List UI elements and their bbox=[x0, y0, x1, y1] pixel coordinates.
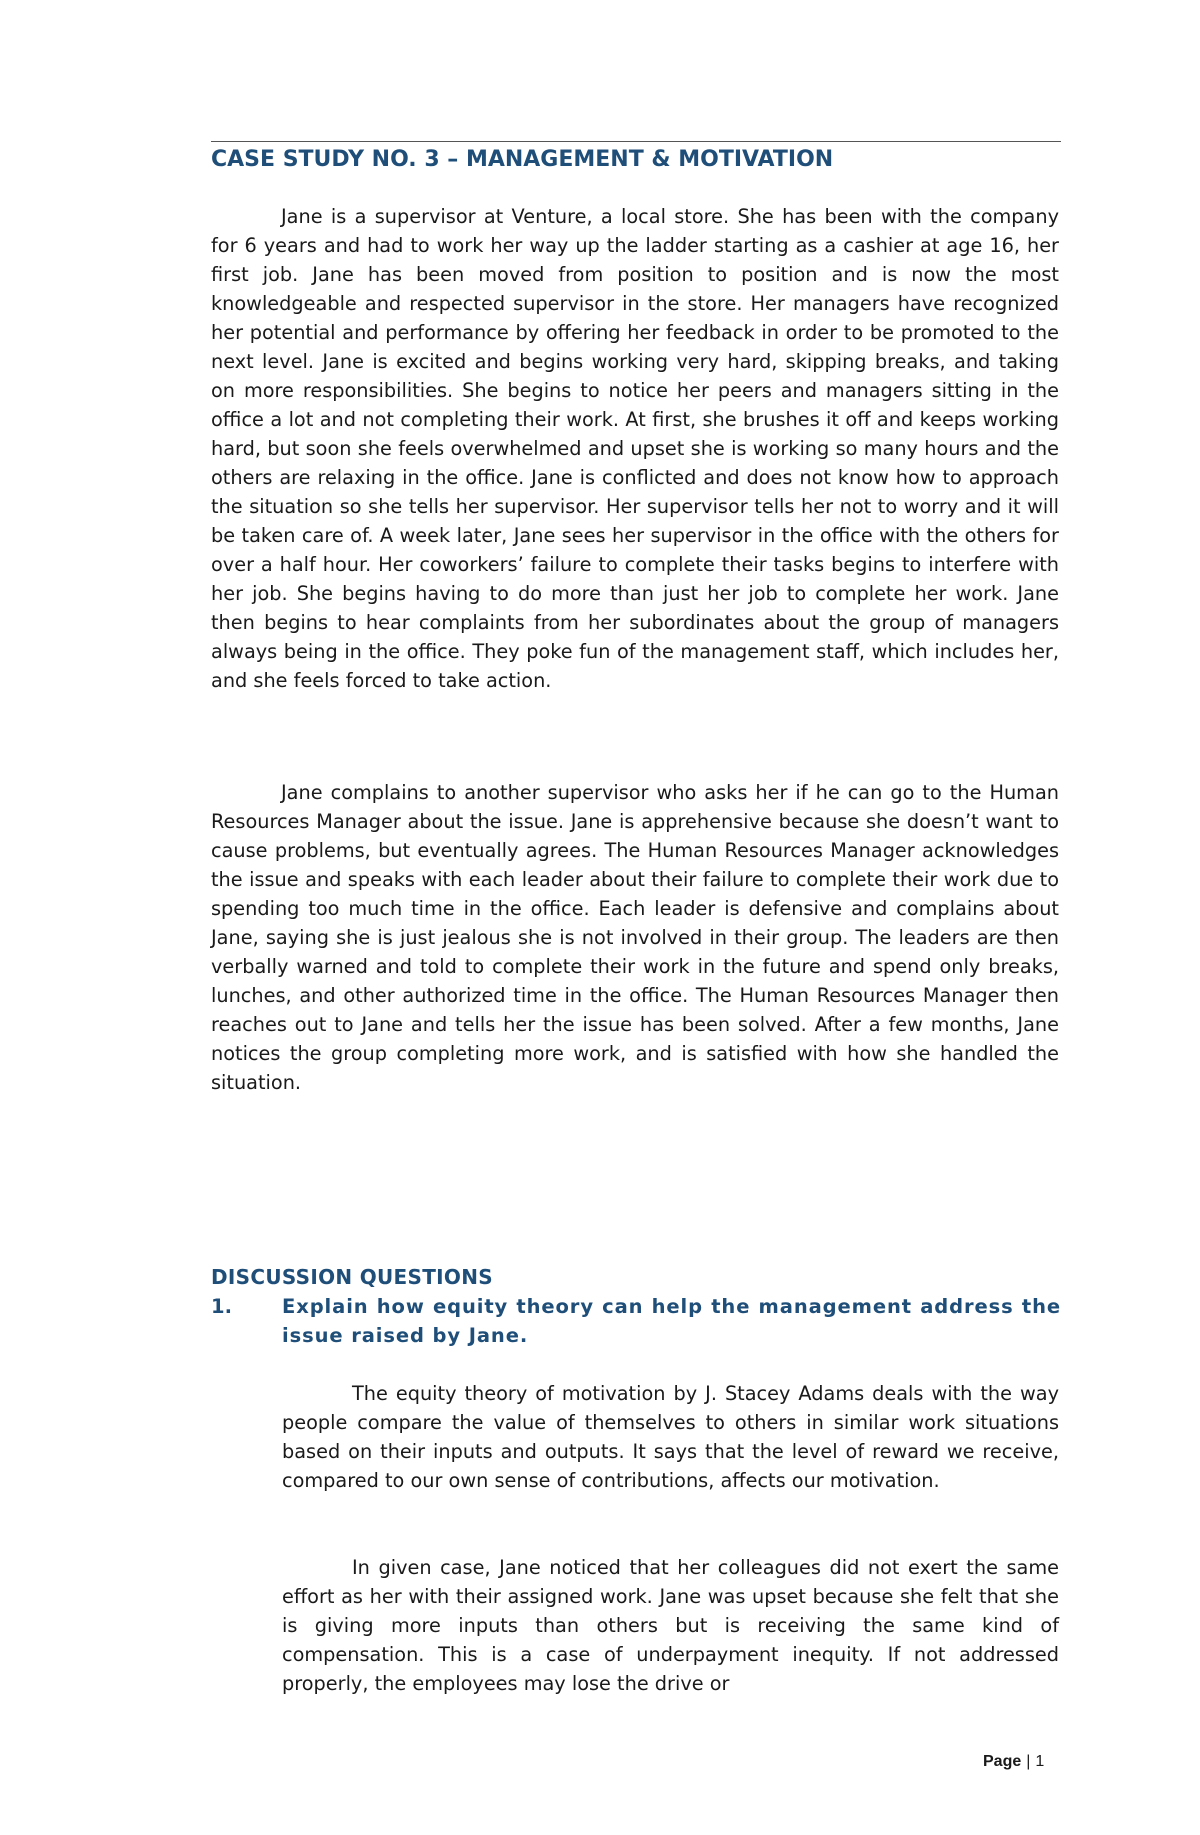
answer-paragraph-2: In given case, Jane noticed that her colleagues did not exert the same effort as her with their assigned work. Jane was upset because she felt that she is giving more inputs than others but is receiving the same kind of compensation. This is a case of underpayment inequity. If not addressed properly, the employees may lose the drive or bbox=[282, 1556, 1059, 1695]
question-number: 1. bbox=[211, 1295, 232, 1318]
answer-paragraph-1: The equity theory of motivation by J. Stacey Adams deals with the way people compare the value of themselves to others in similar work situations based on their inputs and outputs. It says that the level of reward we receive, compared to our own sense of contributions, affects our motivation. bbox=[282, 1382, 1059, 1492]
page-number: 1 bbox=[1035, 1753, 1045, 1770]
discussion-question-1 bbox=[211, 1292, 1061, 1350]
discussion-heading: DISCUSSION QUESTIONS bbox=[211, 1265, 493, 1289]
document-title: CASE STUDY NO. 3 – MANAGEMENT & MOTIVATION bbox=[211, 147, 834, 172]
case-paragraph-1: Jane is a supervisor at Venture, a local store. She has been with the company for 6 years and had to work her way up the ladder starting as a cashier at age 16, her first job. Jane has been moved from position to position and is now the most knowledgeable and respected supervisor in the store. Her managers have recognized her potential and performance by offering her feedback in order to be promoted to the next level. Jane is excited and begins working very hard, skipping breaks, and taking on more responsibilities. She begins to notice her peers and managers sitting in the office a lot and not completing their work. At first, she brushes it off and keeps working hard, but soon she feels overwhelmed and upset she is working so many hours and the others are relaxing in the office. Jane is conflicted and does not know how to approach the situation so she tells her supervisor. Her supervisor tells her not to worry and it will be taken care of. A week later, Jane sees her supervisor in the office with the others for over a half hour. Her coworkers’ failure to complete their tasks begins to interfere with her job. She begins having to do more than just her job to complete her work. Jane then begins to hear complaints from her subordinates about the group of managers always being in the office. They poke fun of the management staff, which includes her, and she feels forced to take action. bbox=[211, 205, 1059, 692]
case-paragraph-2: Jane complains to another supervisor who asks her if he can go to the Human Resources Manager about the issue. Jane is apprehensive because she doesn’t want to cause problems, but eventually agrees. The Human Resources Manager acknowledges the issue and speaks with each leader about their failure to complete their work due to spending too much time in the office. Each leader is defensive and complains about Jane, saying she is just jealous she is not involved in their group. The leaders are then verbally warned and told to complete their work in the future and spend only breaks, lunches, and other authorized time in the office. The Human Resources Manager then reaches out to Jane and tells her the issue has been solved. After a few months, Jane notices the group completing more work, and is satisfied with how she handled the situation. bbox=[211, 781, 1059, 1094]
page-label: Page bbox=[983, 1753, 1022, 1770]
page-separator: | bbox=[1026, 1753, 1031, 1770]
header-rule bbox=[211, 141, 1061, 142]
question-text: Explain how equity theory can help the management address the issue raised by Jane. bbox=[282, 1295, 1061, 1347]
page-footer bbox=[983, 1750, 1044, 1774]
